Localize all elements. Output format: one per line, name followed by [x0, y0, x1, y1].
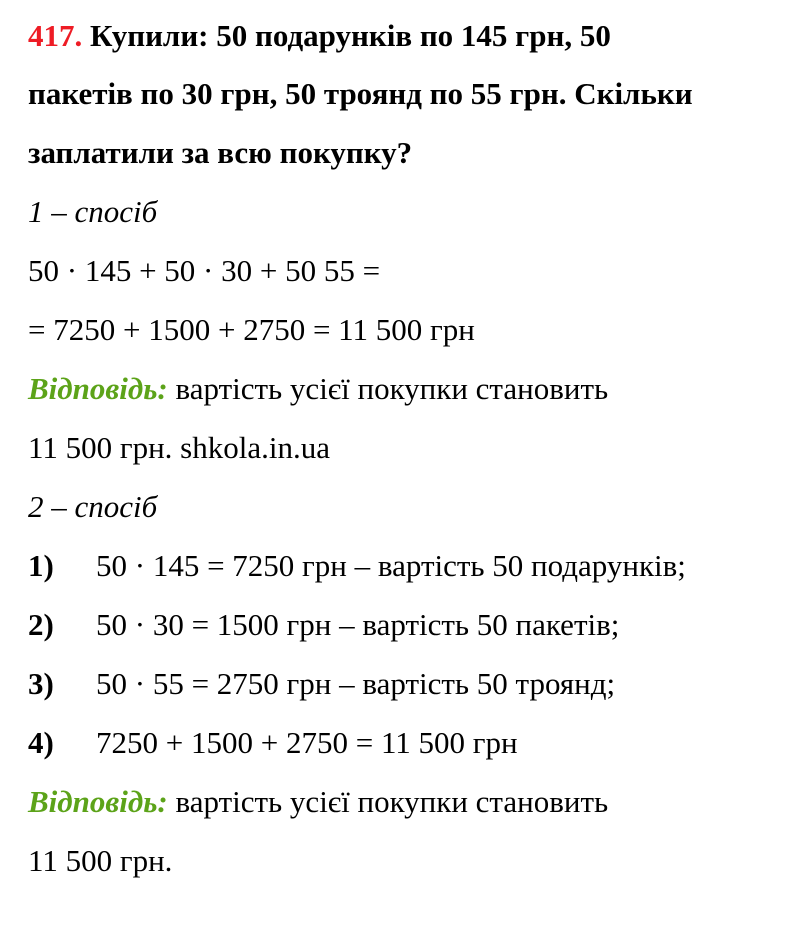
method1-title: 1 – спосіб	[28, 194, 158, 229]
method2-step-3	[28, 668, 615, 699]
method2-title: 2 – спосіб	[28, 489, 158, 524]
answer-label: Відповідь:	[28, 371, 168, 406]
problem-line-2: пакетів по 30 грн, 50 троянд по 55 грн. Скільки	[28, 76, 693, 111]
answer-text: вартість усієї покупки становить	[175, 784, 609, 819]
step-text: 50 · 30 = 1500 грн – вартість 50 пакетів;	[96, 607, 620, 642]
method2-step-2	[28, 609, 619, 640]
problem-number: 417.	[28, 18, 83, 53]
step-text: 50 · 145 = 7250 грн – вартість 50 подарунків;	[96, 548, 686, 583]
method1-answer-line2: 11 500 грн. shkola.in.ua	[28, 430, 330, 465]
method2-answer	[28, 786, 608, 817]
step-text: 7250 + 1500 + 2750 = 11 500 грн	[96, 725, 518, 760]
answer-text: вартість усієї покупки становить	[175, 371, 609, 406]
method1-answer	[28, 373, 608, 404]
method2-answer-line2: 11 500 грн.	[28, 843, 173, 878]
answer-label: Відповідь:	[28, 784, 168, 819]
method1-expr2: = 7250 + 1500 + 2750 = 11 500 грн	[28, 312, 475, 347]
step-text: 50 · 55 = 2750 грн – вартість 50 троянд;	[96, 666, 616, 701]
method1-expr1: 50 · 145 + 50 · 30 + 50 55 =	[28, 253, 381, 288]
step-number: 4)	[28, 725, 54, 760]
problem-text-1: Купили: 50 подарунків по 145 грн, 50	[90, 18, 611, 53]
step-number: 1)	[28, 548, 54, 583]
step-number: 2)	[28, 607, 54, 642]
method2-step-1	[28, 550, 686, 581]
problem-line-1	[28, 20, 611, 51]
problem-line-3: заплатили за всю покупку?	[28, 135, 413, 170]
method2-step-4	[28, 727, 518, 758]
step-number: 3)	[28, 666, 54, 701]
